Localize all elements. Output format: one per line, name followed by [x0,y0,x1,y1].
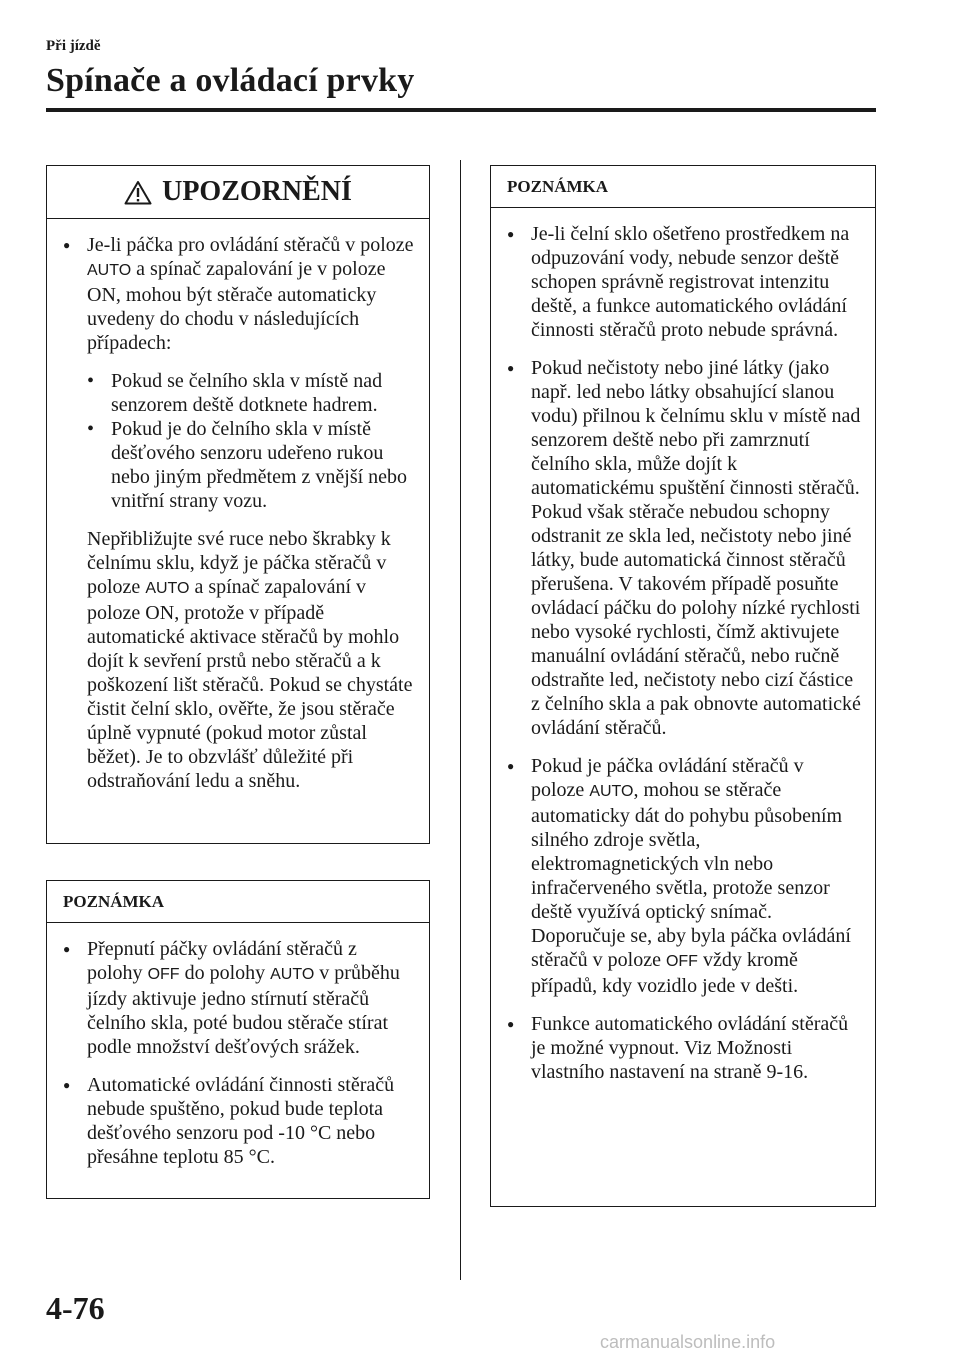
note-body [491,208,875,1108]
section-label: Při jízdě [46,38,101,54]
bullet-icon [507,356,531,740]
note-title: POZNÁMKA [491,166,875,208]
note-box-left [46,880,430,1199]
page-number: 4-76 [46,1290,105,1326]
bullet-icon [63,1073,87,1169]
note-title: POZNÁMKA [47,881,429,923]
switch-label: AUTO [589,783,634,800]
watermark: carmanualsonline.info [600,1332,776,1352]
warning-title: UPOZORNĚNÍ [162,176,352,207]
bullet-icon [87,417,111,513]
list-item: ● Pokud je páčka ovládání stěračů v poloze AUTO, mohou se stěrače automaticky dát do pohybu působením silného zdroje světla, elektromagnetických vln nebo infračerveného světla, protože senzor deště využívá optický snímač. Doporučuje se, aby byla páčka ovládání stěračů v poloze OFF vždy kromě případů, kdy vozidlo jede v dešti. [507,754,861,998]
warning-intro [63,233,415,355]
switch-label: OFF [147,966,180,983]
list-item: ● Přepnutí páčky ovládání stěračů z polohy OFF do polohy AUTO v průběhu jízdy aktivuje jedno stírnutí stěračů čelního skla, poté budou stěrače stírat podle množství dešťových srážek. [63,937,415,1059]
bullet-icon [507,222,531,342]
warning-paragraph: Nepřibližujte své ruce nebo škrabky k čelnímu sklu, když je páčka stěračů v poloze AUTO a spínač zapalování v poloze ON, protože v případě automatické aktivace stěračů by mohlo dojít k sevření prstů nebo stěračů a k poškození lišt stěračů. Pokud se chystáte čistit čelní sklo, ověřte, že jsou stěrače úplně vypnuté (pokud motor zůstal běžet). Je to obzvlášť důležité při odstraňování ledu a sněhu. [87,528,413,792]
warning-header [47,166,429,219]
page-title: Spínače a ovládací prvky [46,62,415,99]
bullet-icon [507,754,531,998]
bullet-icon [63,937,87,1059]
switch-label: AUTO [87,262,132,279]
switch-label: AUTO [270,966,315,983]
list-item: ● Pokud nečistoty nebo jiné látky (jako např. led nebo látky obsahující slanou vodu) přilnou k čelnímu sklu v místě nad senzorem deště nebo při zamrznutí čelního skla, může dojít k automatickému spuštění činnosti stěračů. Pokud však stěrače nebudou schopny odstranit ze skla led, nečistoty nebo jiné látky, bude automatická činnost stěračů přerušena. V takovém případě posuňte ovládací páčku do polohy nízké rychlosti nebo vysoké rychlosti, čímž aktivujete manuální ovládání stěračů, nebo ručně odstraňte led, nečistoty nebo cizí částice z čelního skla a pak obnovte automatické ovládání stěračů. [507,356,861,740]
column-divider [460,160,461,1280]
switch-label: AUTO [145,580,190,597]
header-divider [46,108,876,112]
switch-label: OFF [665,953,698,970]
bullet-icon [63,233,87,355]
list-item: ● Je-li čelní sklo ošetřeno prostředkem na odpuzování vody, nebude senzor deště schopen správně registrovat intenzitu deště, a funkce automatického ovládání činnosti stěračů proto nebude správná. [507,222,861,342]
warning-box [46,165,430,844]
list-item: ● Funkce automatického ovládání stěračů je možné vypnout. Viz Možnosti vlastního nastavení na straně 9-16. [507,1012,861,1084]
warning-triangle-icon [124,180,152,205]
list-item: • Pokud je do čelního skla v místě dešťového senzoru udeřeno rukou nebo jiným předmětem z vnější nebo vnitřní strany vozu. [87,417,415,513]
list-item: ● Automatické ovládání činnosti stěračů nebude spuštěno, pokud bude teplota dešťového senzoru pod -10 °C nebo přesáhne teplotu 85 °C. [63,1073,415,1169]
bullet-icon [507,1012,531,1084]
bullet-icon [87,369,111,417]
note-body [47,923,429,1193]
note-box-right [490,165,876,1207]
warning-body [47,219,429,803]
warning-intro-text: Je-li páčka pro ovládání stěračů v poloze AUTO a spínač zapalování je v poloze ON, mohou být stěrače automaticky uvedeny do chodu v následujících případech: [87,234,414,354]
list-item: • Pokud se čelního skla v místě nad senzorem deště dotknete hadrem. [87,369,415,417]
